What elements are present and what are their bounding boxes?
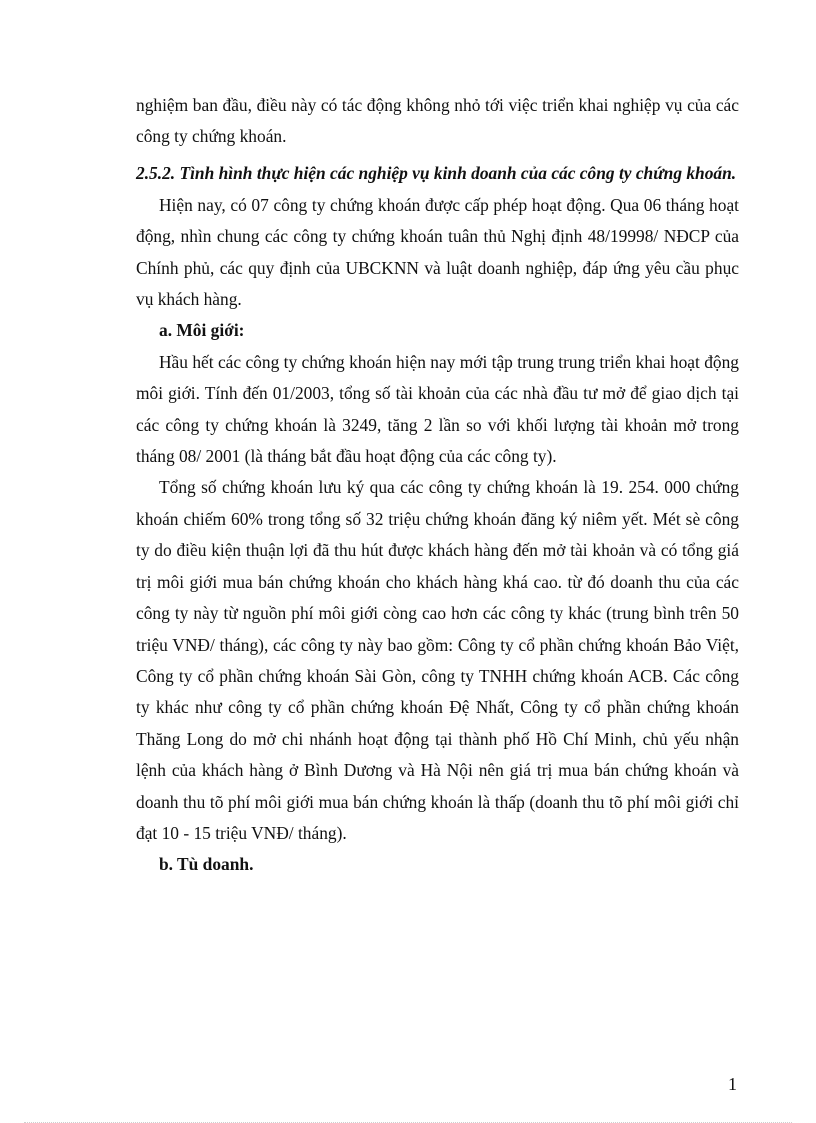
paragraph-continuation: nghiệm ban đầu, điều này có tác động không nhỏ tới việc triển khai nghiệp vụ của các công ty chứng khoán. <box>136 95 739 147</box>
section-heading: 2.5.2. Tình hình thực hiện các nghiệp vụ kinh doanh của các công ty chứng khoán. <box>136 162 737 183</box>
paragraph-custody: Tổng số chứng khoán lưu ký qua các công ty chứng khoán là 19. 254. 000 chứng khoán chiếm 60% trong tổng số 32 triệu chứng khoán đăng ký niêm yết. Mét sè công ty do điều kiện thuận lợi đã thu hút được khách hàng đến mở tài khoản và có tổng giá trị môi giới mua bán chứng khoán cho khách hàng khá cao. từ đó doanh thu của các công ty này từ nguồn phí môi giới còng cao hơn các công ty khác (trung bình trên 50 triệu VNĐ/ tháng), các công ty này bao gồm: Công ty cổ phần chứng khoán Bảo Việt, Công ty cổ phần chứng khoán Sài Gòn, công ty TNHH chứng khoán ACB. Các công ty khác như công ty cổ phần chứng khoán Đệ Nhất, Công ty cổ phần chứng khoán Thăng Long do mở chi nhánh hoạt động tại thành phố Hồ Chí Minh, chủ yếu nhận lệnh của khách hàng ở Bình Dương và Hà Nội nên giá trị mua bán chứng khoán và doanh thu tõ phí môi giới mua bán chứng khoán là thấp (doanh thu tõ phí môi giới chỉ đạt 10 - 15 triệu VNĐ/ tháng). <box>136 477 739 843</box>
subheading-proprietary-trading: b. Tù doanh. <box>159 854 254 875</box>
page-number: 1 <box>728 1074 737 1094</box>
document-body <box>136 90 739 881</box>
subheading-brokerage: a. Môi giới: <box>159 320 245 341</box>
paragraph-brokerage: Hầu hết các công ty chứng khoán hiện nay mới tập trung trung triển khai hoạt động môi giới. Tính đến 01/2003, tổng số tài khoản của các nhà đầu tư mở để giao dịch tại các công ty chứng khoán là 3249, tăng 2 lần so với khối lượng tài khoản mở trong tháng 08/ 2001 (là tháng bắt đầu hoạt động của các công ty). <box>136 351 739 467</box>
paragraph-intro: Hiện nay, có 07 công ty chứng khoán được cấp phép hoạt động. Qua 06 tháng hoạt động, nhìn chung các công ty chứng khoán tuân thủ Nghị định 48/19998/ NĐCP của Chính phủ, các quy định của UBCKNN và luật doanh nghiệp, đáp ứng yêu cầu phục vụ khách hàng. <box>136 194 739 310</box>
